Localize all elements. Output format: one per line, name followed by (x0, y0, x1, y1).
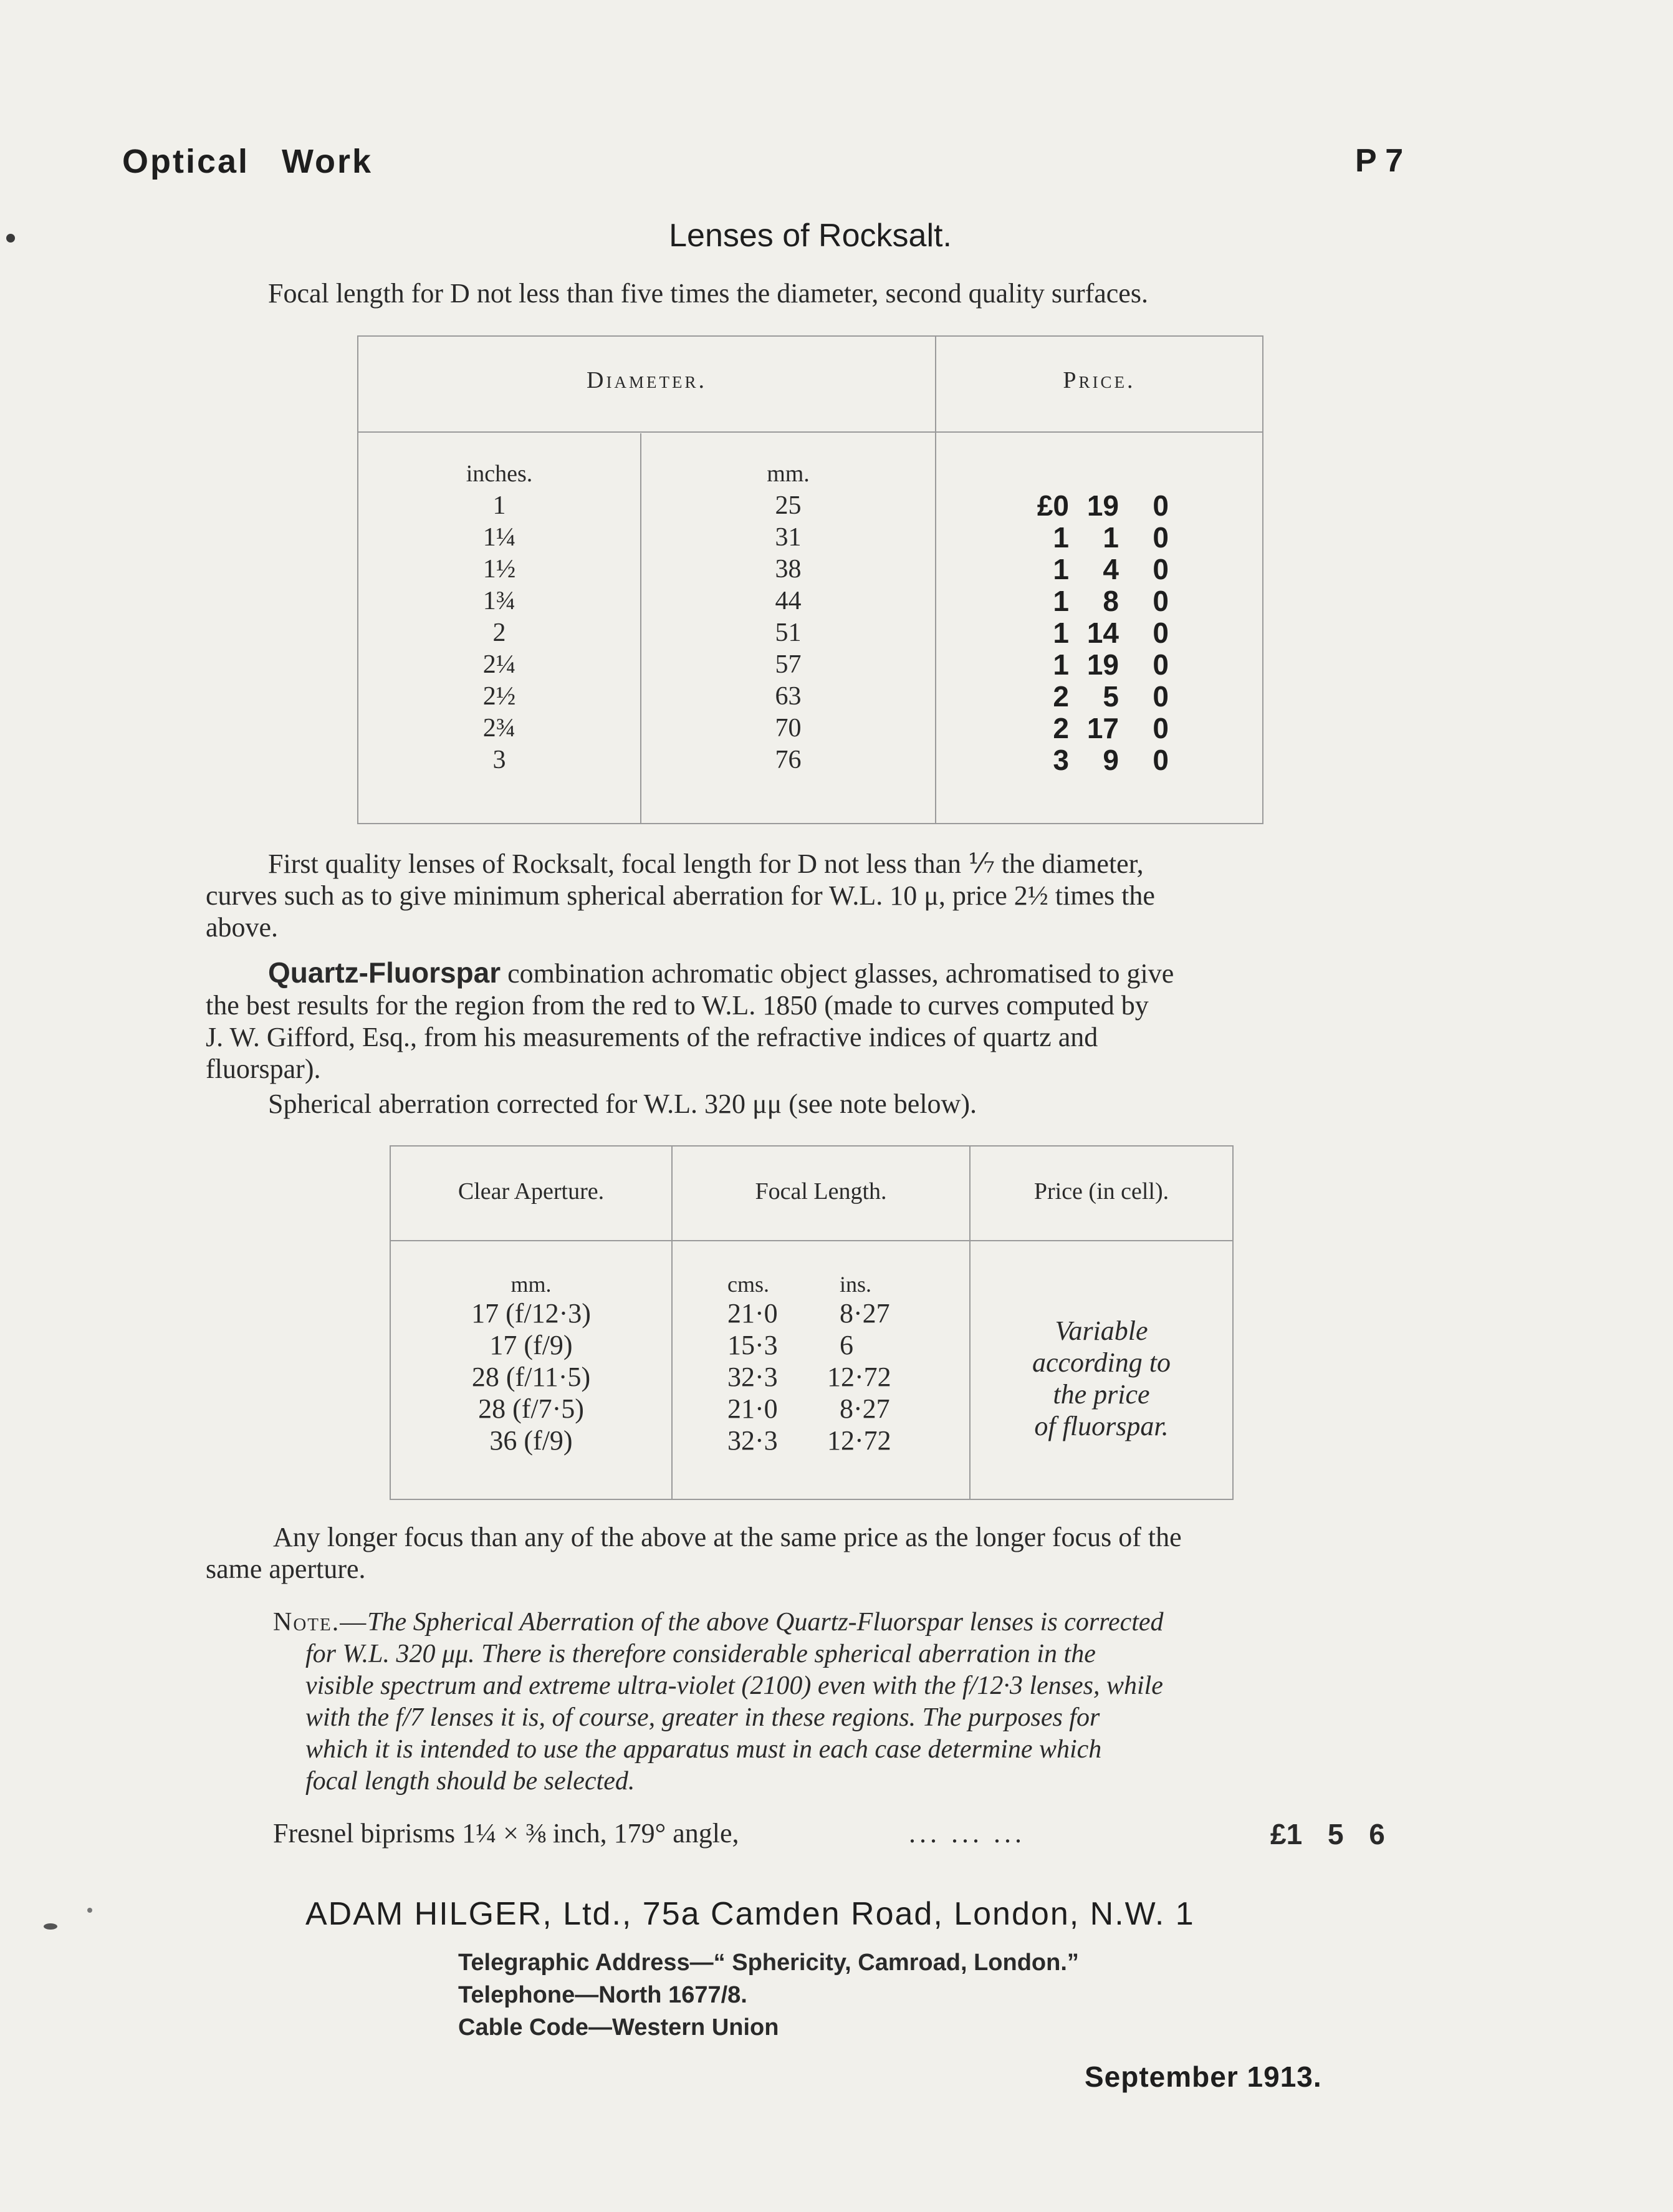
price-shillings: 14 (1086, 617, 1119, 649)
mm-cell: 44 (775, 587, 802, 615)
mm-column (641, 458, 935, 776)
price-pounds: 3 (1053, 744, 1069, 776)
price-shillings: 5 (1103, 680, 1119, 713)
price-pence: 0 (1153, 680, 1169, 713)
text-line: Variable (1055, 1315, 1148, 1346)
price-pence: 0 (1153, 585, 1169, 617)
longer-focus-paragraph (206, 1521, 1415, 1585)
price-pounds: 1 (1053, 521, 1069, 554)
text-line: with the f/7 lenses it is, of course, greater in these regions. The purposes for (305, 1703, 1100, 1732)
cms-unit: cms. (727, 1272, 769, 1297)
inches-cell: 2¼ (482, 650, 516, 679)
text-line: focal length should be selected. (305, 1767, 635, 1796)
publication-date: September 1913. (1085, 2061, 1322, 2093)
price-row (982, 744, 1169, 776)
running-header (122, 142, 405, 181)
text-line: the price (1053, 1379, 1150, 1410)
text-line: the best results for the region from the red to W.L. 1850 (made to curves computed by (206, 990, 1149, 1021)
mm-cell: 57 (775, 650, 802, 679)
product-name: Quartz-Fluorspar (268, 956, 501, 989)
price-row (982, 490, 1169, 522)
price-pounds: 2 (1053, 712, 1069, 744)
ins-cell: 12·72 (827, 1362, 891, 1392)
diameter-header: Diameter. (587, 367, 707, 393)
mm-cell: 63 (775, 682, 802, 711)
price-row (982, 681, 1169, 713)
fresnel-text: Fresnel biprisms 1¼ × ⅜ inch, 179° angle, (273, 1818, 739, 1849)
price-row (982, 554, 1169, 585)
rocksalt-price-table (357, 335, 1263, 824)
text-line (206, 957, 1415, 989)
focal-header: Focal Length. (755, 1178, 887, 1205)
text-line: of fluorspar. (1034, 1411, 1169, 1441)
inches-cell: 1¾ (482, 587, 516, 615)
cms-cell: 21·0 (727, 1393, 778, 1424)
paper-speck (87, 1908, 92, 1913)
inches-column (358, 458, 640, 776)
price-pounds: 1 (1053, 553, 1069, 585)
mm-cell: 25 (775, 491, 802, 520)
contact-block (458, 1946, 1079, 2044)
aperture-cell: 28 (f/11·5) (471, 1362, 591, 1392)
mm-cell: 70 (775, 714, 802, 743)
ins-cell: 6 (840, 1330, 853, 1360)
price-pounds: £0 (1037, 489, 1069, 522)
price-row (982, 585, 1169, 617)
price-cell-header: Price (in cell). (1033, 1178, 1169, 1205)
price-row (982, 617, 1169, 649)
aperture-header: Clear Aperture. (458, 1178, 605, 1205)
price-pence: 0 (1153, 617, 1169, 649)
text-line-rest: combination achromatic object glasses, achromatised to give (501, 958, 1174, 989)
price-shillings: 19 (1086, 648, 1119, 681)
price-header: Price. (1063, 367, 1136, 393)
inches-cell: 1¼ (482, 523, 516, 552)
header-word: Optical (122, 143, 250, 180)
cable-code: Cable Code—Western Union (458, 2014, 779, 2041)
note-label: Note.— (273, 1608, 368, 1637)
text-line: First quality lenses of Rocksalt, focal length for D not less than ⅐ the diameter, (268, 849, 1144, 879)
text-line: curves such as to give minimum spherical aberration for W.L. 10 μ, price 2½ times the (206, 880, 1155, 911)
text-line: J. W. Gifford, Esq., from his measurements of the refractive indices of quartz and (206, 1022, 1098, 1052)
page-title: Lenses of Rocksalt. (669, 218, 952, 254)
ins-cell: 8·27 (840, 1393, 890, 1424)
inches-cell: 2 (492, 618, 506, 647)
telegraphic-address: Telegraphic Address—“ Sphericity, Camroad, London.” (458, 1950, 1079, 1976)
text-line: for W.L. 320 μμ. There is therefore considerable spherical aberration in the (305, 1640, 1096, 1668)
mm-cell: 51 (775, 618, 802, 647)
inches-cell: 1½ (482, 555, 516, 584)
price-pence: 0 (1153, 712, 1169, 744)
object-glass-table (390, 1145, 1234, 1500)
price-shillings: 19 (1086, 489, 1119, 522)
price-row (982, 713, 1169, 744)
cms-cell: 15·3 (727, 1330, 778, 1360)
aperture-column (391, 1271, 671, 1456)
aberration-note-line: Spherical aberration corrected for W.L. 320 μμ (see note below). (268, 1089, 977, 1119)
inches-cell: 3 (492, 746, 506, 774)
ins-column (827, 1271, 927, 1456)
cms-cell: 32·3 (727, 1425, 778, 1456)
price-pence: 0 (1153, 553, 1169, 585)
company-address: ADAM HILGER, Ltd., 75a Camden Road, London, N.W. 1 (305, 1896, 1195, 1932)
price-shillings: 1 (1103, 521, 1119, 554)
price-pounds: 1 (1053, 648, 1069, 681)
price-pence: 0 (1153, 744, 1169, 776)
first-quality-paragraph (206, 848, 1415, 943)
text-line (273, 1607, 1415, 1638)
inches-cell: 2½ (482, 682, 516, 711)
page-reference: P 7 (1355, 143, 1404, 179)
price-pounds: 2 (1053, 680, 1069, 713)
cms-column (727, 1271, 802, 1456)
price-pounds: 1 (1053, 617, 1069, 649)
text-line: Any longer focus than any of the above at the same price as the longer focus of the (273, 1522, 1182, 1552)
intro-text: Focal length for D not less than five times the diameter, second quality surfaces. (268, 278, 1148, 309)
aperture-cell: 17 (f/12·3) (471, 1298, 591, 1329)
price-pounds: 1 (1053, 585, 1069, 617)
text-line: above. (206, 912, 279, 943)
inches-unit: inches. (466, 461, 533, 487)
mm-cell: 38 (775, 555, 802, 584)
fresnel-biprism-line (273, 1817, 1415, 1849)
telephone-number: Telephone—North 1677/8. (458, 1982, 747, 2008)
fresnel-price: £1 5 6 (1270, 1818, 1385, 1850)
ins-cell: 12·72 (827, 1425, 891, 1456)
aberration-note (273, 1607, 1415, 1797)
header-divider (391, 1240, 1232, 1241)
price-shillings: 9 (1103, 744, 1119, 776)
price-pence: 0 (1153, 489, 1169, 522)
inches-cell: 2¾ (482, 714, 516, 743)
price-shillings: 17 (1086, 712, 1119, 744)
leader-dots: ... ... ... (909, 1818, 1025, 1849)
mm-unit: mm. (767, 461, 810, 487)
note-text: The Spherical Aberration of the above Quartz-Fluorspar lenses is corrected (367, 1608, 1164, 1637)
price-pence: 0 (1153, 648, 1169, 681)
text-line: visible spectrum and extreme ultra-violet (2100) even with the f/12·3 lenses, while (305, 1671, 1163, 1700)
price-column (982, 490, 1169, 776)
text-line: fluorspar). (206, 1054, 321, 1084)
variable-price-note (971, 1315, 1232, 1442)
header-divider (358, 431, 1262, 433)
price-shillings: 8 (1103, 585, 1119, 617)
cms-cell: 32·3 (727, 1362, 778, 1392)
quartz-fluorspar-paragraph (206, 957, 1415, 1085)
price-pence: 0 (1153, 521, 1169, 554)
cms-cell: 21·0 (727, 1298, 778, 1329)
paper-speck (44, 1923, 57, 1930)
aperture-cell: 28 (f/7·5) (478, 1393, 584, 1424)
price-row (982, 522, 1169, 554)
aperture-cell: 36 (f/9) (489, 1425, 573, 1456)
text-line: which it is intended to use the apparatus must in each case determine which (305, 1735, 1102, 1764)
inches-cell: 1 (492, 491, 506, 520)
ins-unit: ins. (840, 1272, 872, 1297)
price-row (982, 649, 1169, 681)
column-divider (935, 337, 936, 823)
aperture-cell: 17 (f/9) (489, 1330, 573, 1360)
text-line: same aperture. (206, 1554, 366, 1584)
ins-cell: 8·27 (840, 1298, 890, 1329)
text-line: according to (1032, 1347, 1171, 1378)
price-shillings: 4 (1103, 553, 1119, 585)
mm-cell: 31 (775, 523, 802, 552)
aperture-unit: mm. (511, 1272, 552, 1297)
mm-cell: 76 (775, 746, 802, 774)
header-word: Work (282, 143, 373, 180)
